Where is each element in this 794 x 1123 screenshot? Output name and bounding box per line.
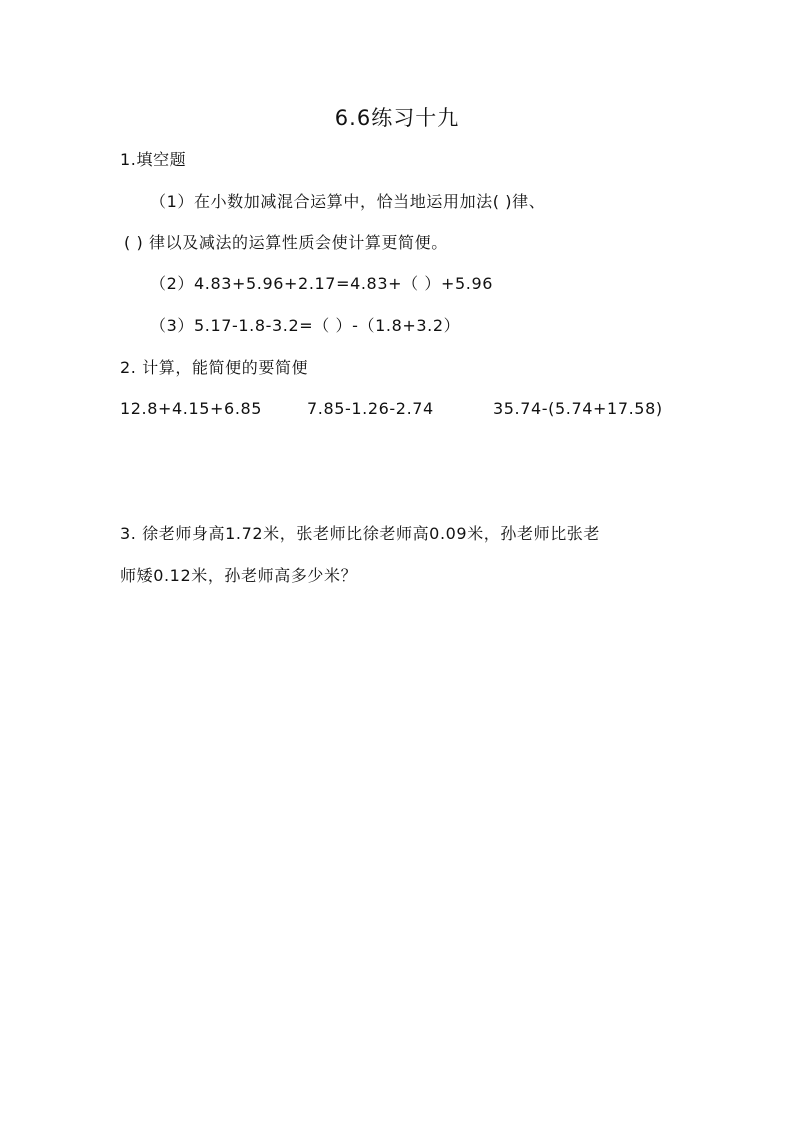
calc-expression-1: 12.8+4.15+6.85 [120, 399, 263, 418]
calc-expression-2: 7.85-1.26-2.74 [307, 399, 434, 418]
word-problem-line-2: 师矮0.12米，孙老师高多少米？ [120, 566, 358, 585]
section-1-heading: 1.填空题 [120, 150, 187, 169]
section-2-heading: 2. 计算，能简便的要简便 [120, 358, 309, 377]
word-problem-line-1: 3. 徐老师身高1.72米，张老师比徐老师高0.09米，孙老师比张老 [120, 524, 601, 543]
calc-expression-3: 35.74-(5.74+17.58) [493, 399, 663, 418]
page-title: 6.6练习十九 [334, 106, 460, 130]
question-2: （2）4.83+5.96+2.17=4.83+（ ）+5.96 [150, 274, 494, 293]
question-1-line-2: ( ) 律以及减法的运算性质会使计算更简便。 [124, 233, 448, 252]
question-1-line-1: （1）在小数加减混合运算中，恰当地运用加法( )律、 [150, 192, 546, 211]
question-3: （3）5.17-1.8-3.2=（ ）-（1.8+3.2） [150, 316, 461, 335]
